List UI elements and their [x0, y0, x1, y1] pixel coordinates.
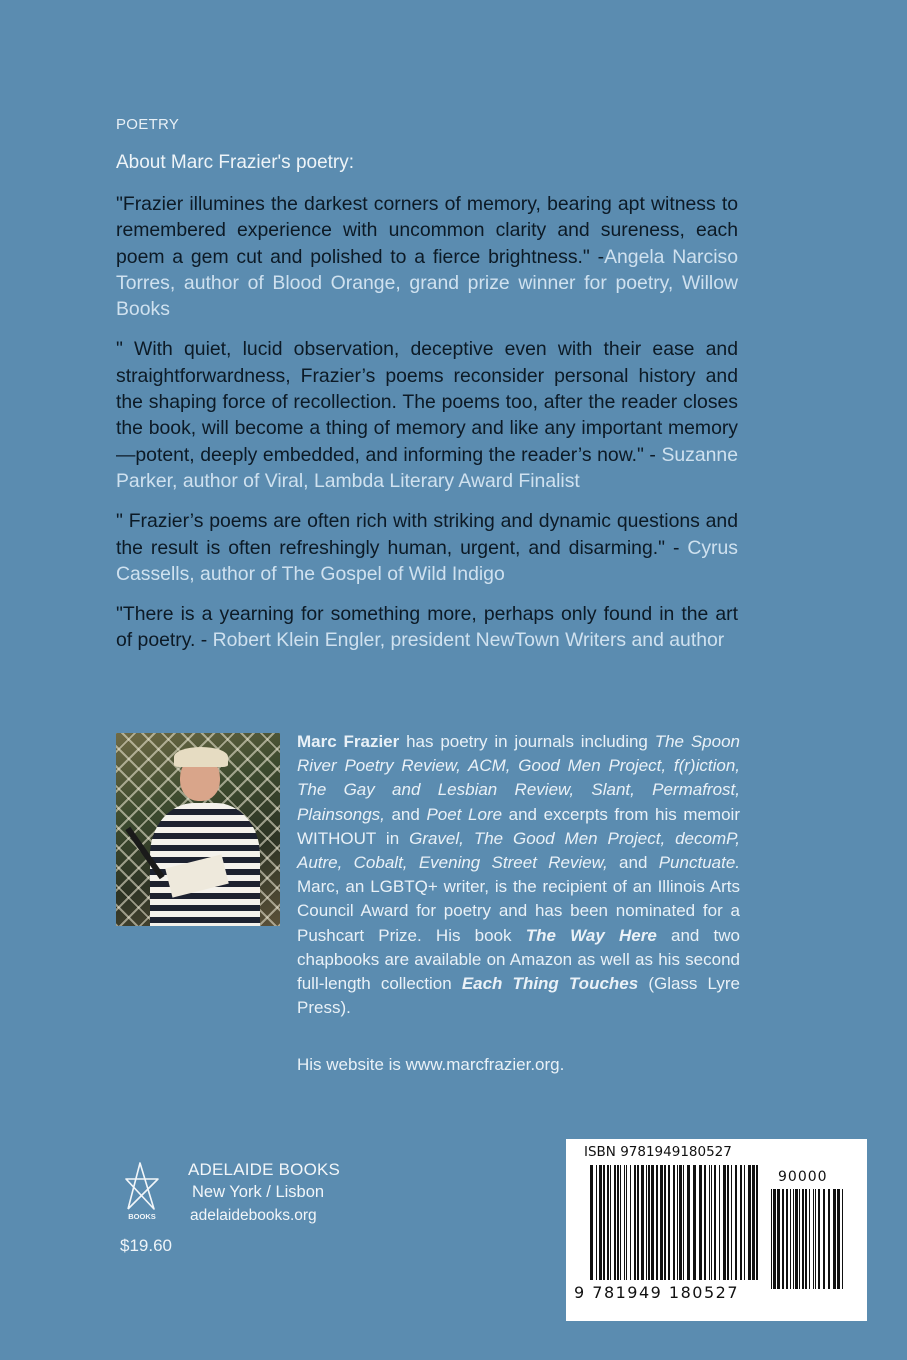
- reviews-section: [116, 191, 738, 668]
- publisher-cities: New York / Lisbon: [192, 1183, 325, 1201]
- photo-author-cap: [174, 747, 228, 767]
- barcode-bar: [683, 1165, 684, 1280]
- barcode-bar: [773, 1189, 776, 1289]
- bio-text: and: [384, 804, 427, 824]
- barcode-bar: [596, 1165, 597, 1280]
- addon-code: 90000: [778, 1169, 828, 1185]
- barcode-bar: [815, 1189, 816, 1289]
- barcode-bar: [837, 1189, 840, 1289]
- barcode-bar: [614, 1165, 616, 1280]
- publisher-name: ADELAIDE BOOKS: [188, 1160, 341, 1179]
- author-name: Marc Frazier: [297, 732, 400, 751]
- review-2: [116, 336, 738, 494]
- barcode-bar: [786, 1189, 788, 1289]
- barcode-bar: [833, 1189, 836, 1289]
- book-title: The Way Here: [525, 925, 657, 945]
- publisher-logo-icon: [120, 1157, 164, 1221]
- barcode-bar: [646, 1165, 647, 1280]
- author-bio: [297, 730, 740, 1020]
- barcode-bar: [782, 1189, 784, 1289]
- author-photo: [116, 733, 280, 926]
- barcode-bar: [620, 1165, 621, 1280]
- review-1: [116, 191, 738, 322]
- barcode-bar: [630, 1165, 631, 1280]
- barcode-bar: [731, 1165, 732, 1280]
- barcode-bar: [637, 1165, 639, 1280]
- barcode-bar: [842, 1189, 843, 1289]
- barcode-bar: [790, 1189, 791, 1289]
- barcode-bar: [735, 1165, 737, 1280]
- bio-text: and: [607, 853, 659, 873]
- barcode-bar: [656, 1165, 658, 1280]
- logo-text: BOOKS: [128, 1212, 156, 1221]
- barcode-bar: [793, 1189, 794, 1289]
- review-3: [116, 508, 738, 587]
- barcode-bar: [740, 1165, 742, 1280]
- barcode-bar: [693, 1165, 696, 1280]
- barcode-bar: [699, 1165, 702, 1280]
- author-website: His website is www.marcfrazier.org.: [297, 1055, 565, 1074]
- barcode-bar: [805, 1189, 807, 1289]
- publisher-website: adelaidebooks.org: [190, 1207, 317, 1224]
- barcode-bar: [727, 1165, 729, 1280]
- main-barcode: [590, 1165, 762, 1280]
- barcode-bar: [709, 1165, 710, 1280]
- bio-text: Marc, an LGBTQ+ writer, is the recipient of an Illinois Arts Council Award for poetry and has been nominated for a Pushcart Prize. His book: [297, 877, 740, 945]
- barcode-bar: [828, 1189, 830, 1289]
- barcode-bar: [802, 1189, 804, 1289]
- bio-text: (Glass Lyre Press).: [297, 974, 740, 1018]
- barcode-bar: [719, 1165, 720, 1280]
- bio-journals: Gravel, The Good Men Project, decomP, Autre, Cobalt, Evening Street Review,: [297, 828, 740, 873]
- barcode-bar: [777, 1189, 780, 1289]
- barcode-bar: [756, 1165, 758, 1280]
- barcode-bar: [704, 1165, 706, 1280]
- barcode-bar: [668, 1165, 670, 1280]
- addon-barcode: [771, 1189, 846, 1289]
- barcode-bar: [687, 1165, 690, 1280]
- barcode-bar: [818, 1189, 820, 1289]
- barcode-bar: [673, 1165, 675, 1280]
- barcode-bar: [610, 1165, 611, 1280]
- review-attribution: Angela Narciso Torres, author of Blood Orange, grand prize winner for poetry, Willow Books: [116, 245, 738, 321]
- bio-journal: Punctuate.: [658, 853, 740, 873]
- review-quote: "Frazier illumines the darkest corners of memory, bearing apt witness to remembered experience with uncommon clarity and sureness, each poem a gem cut and polished to a fierce brightness." -: [116, 193, 738, 268]
- barcode-bar: [714, 1165, 716, 1280]
- review-quote: "There is a yearning for something more, perhaps only found in the art of poetry. -: [116, 603, 738, 652]
- barcode-bar: [641, 1165, 644, 1280]
- review-4: [116, 601, 738, 654]
- bio-journals: The Spoon River Poetry Review, ACM, Good Men Project, f(r)iction, The Gay and Lesbian Review, Slant, Permafrost, Plainsongs,: [297, 732, 740, 824]
- barcode-bar: [664, 1165, 666, 1280]
- review-quote: " Frazier’s poems are often rich with striking and dynamic questions and the result is often refreshingly human, urgent, and disarming." -: [116, 510, 738, 559]
- review-quote: " With quiet, lucid observation, deceptive even with their ease and straightforwardness, Frazier’s poems reconsider personal history and the shaping force of recollection. The poems too, after the reader closes the book, will become a thing of memory and like any important memory—potent, deeply embedded, and informing the reader’s now." -: [116, 338, 738, 466]
- barcode-bar: [626, 1165, 627, 1280]
- barcode-bar: [651, 1165, 654, 1280]
- barcode-bar: [799, 1189, 800, 1289]
- isbn-label: ISBN 9781949180527: [584, 1144, 732, 1160]
- barcode-bar: [823, 1189, 825, 1289]
- barcode-bar: [809, 1189, 810, 1289]
- review-attribution: Suzanne Parker, author of Viral, Lambda Literary Award Finalist: [116, 443, 738, 492]
- barcode-bar: [607, 1165, 609, 1280]
- bio-text: and excerpts from his memoir WITHOUT in: [297, 804, 740, 848]
- barcode-bar: [723, 1165, 726, 1280]
- barcode-bar: [748, 1165, 751, 1280]
- barcode-bar: [624, 1165, 625, 1280]
- barcode-bar: [590, 1165, 593, 1280]
- genre-label: POETRY: [116, 116, 180, 133]
- review-attribution: Robert Klein Engler, president NewTown Writers and author: [212, 629, 725, 652]
- barcode-bar: [813, 1189, 814, 1289]
- bio-text: and two chapbooks are available on Amazon as well as his second full-length collection: [297, 925, 740, 994]
- barcode-bar: [599, 1165, 602, 1280]
- barcode-bar: [744, 1165, 745, 1280]
- barcode-bar: [634, 1165, 636, 1280]
- barcode-box: [566, 1139, 867, 1321]
- bio-text: has poetry in journals including: [399, 732, 655, 751]
- barcode-bar: [603, 1165, 605, 1280]
- bio-journal: Poet Lore: [426, 804, 503, 824]
- publisher-block: [188, 1158, 340, 1227]
- barcode-bar: [795, 1189, 798, 1289]
- barcode-bar: [660, 1165, 663, 1280]
- review-attribution: Cyrus Cassells, author of The Gospel of Wild Indigo: [116, 536, 738, 585]
- price: $19.60: [120, 1236, 172, 1255]
- ean-digits: 9 781949 180527: [574, 1283, 740, 1302]
- barcode-bar: [617, 1165, 619, 1280]
- barcode-bar: [711, 1165, 712, 1280]
- barcode-bar: [677, 1165, 678, 1280]
- barcode-bar: [752, 1165, 755, 1280]
- barcode-bar: [648, 1165, 650, 1280]
- about-heading: About Marc Frazier's poetry:: [116, 152, 355, 173]
- barcode-bar: [771, 1189, 772, 1289]
- barcode-bar: [679, 1165, 682, 1280]
- book-title: Each Thing Touches: [461, 974, 639, 994]
